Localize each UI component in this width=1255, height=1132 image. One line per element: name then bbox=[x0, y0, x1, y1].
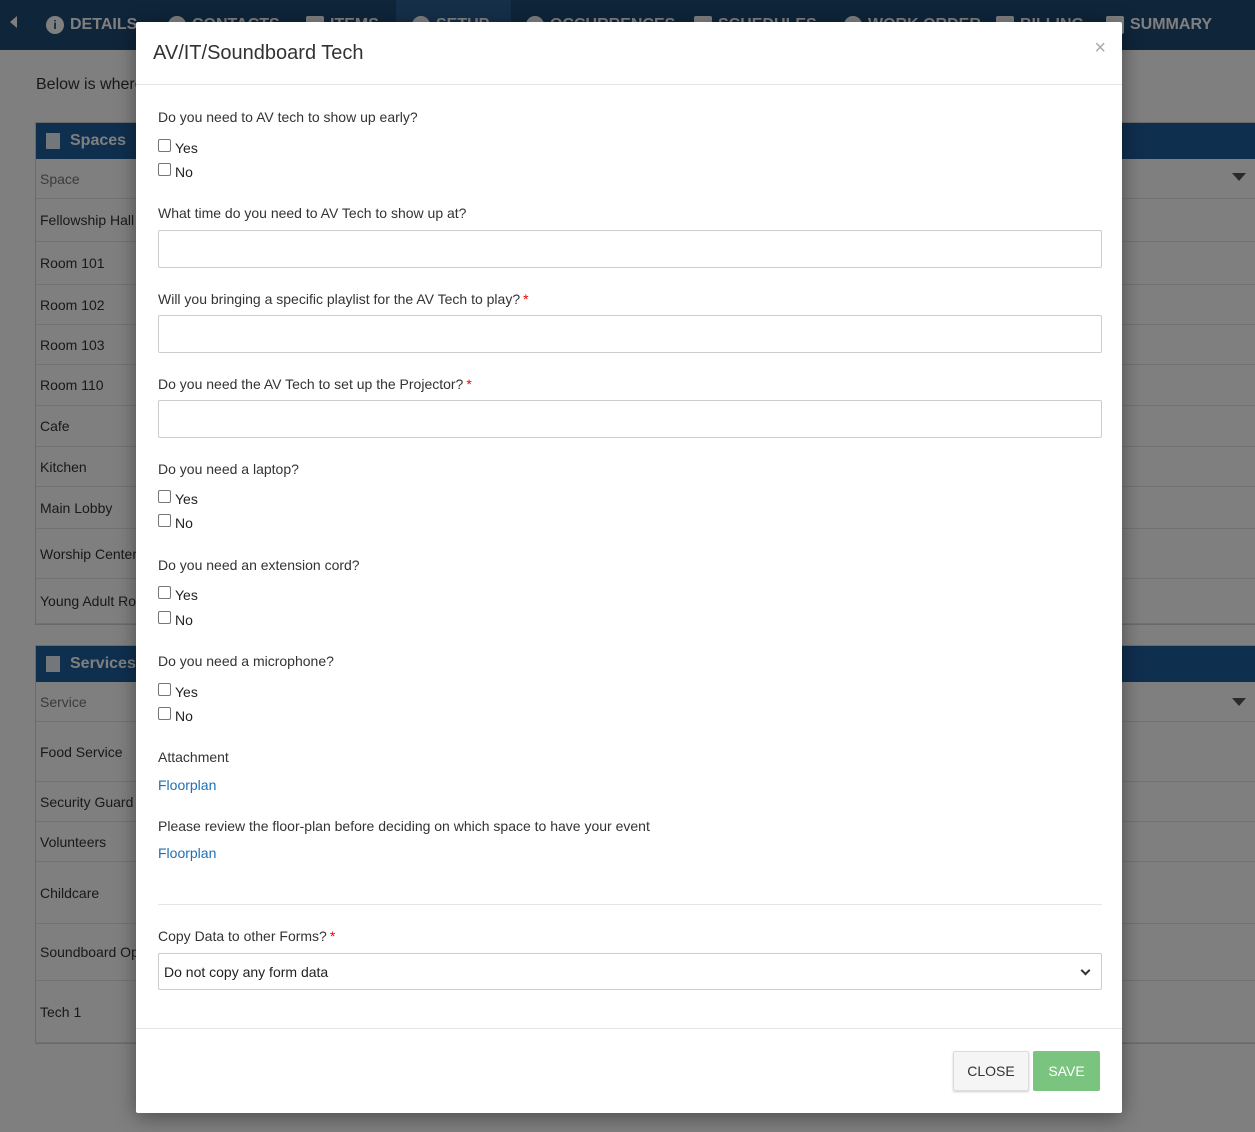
divider bbox=[158, 904, 1102, 905]
extension-yes-checkbox[interactable] bbox=[158, 586, 171, 599]
close-button[interactable]: CLOSE bbox=[953, 1051, 1029, 1091]
extension-yes-option[interactable]: Yes bbox=[158, 587, 198, 603]
question-projector-label: Do you need the AV Tech to set up the Projector? * bbox=[158, 376, 472, 392]
modal-title: AV/IT/Soundboard Tech bbox=[153, 42, 364, 64]
early-yes-option[interactable]: Yes bbox=[158, 140, 198, 156]
microphone-yes-checkbox[interactable] bbox=[158, 683, 171, 696]
copy-data-select[interactable]: Do not copy any form data bbox=[158, 953, 1102, 990]
question-laptop-label: Do you need a laptop? bbox=[158, 461, 299, 477]
laptop-yes-checkbox[interactable] bbox=[158, 490, 171, 503]
early-no-option[interactable]: No bbox=[158, 164, 193, 180]
modal-header bbox=[136, 22, 1122, 85]
review-label: Please review the floor-plan before deciding on which space to have your event bbox=[158, 818, 650, 834]
question-extension-cord-label: Do you need an extension cord? bbox=[158, 557, 360, 573]
modal-footer-divider bbox=[136, 1028, 1122, 1029]
av-tech-modal bbox=[136, 22, 1122, 1113]
question-time-label: What time do you need to AV Tech to show up at? bbox=[158, 205, 467, 221]
question-playlist-label: Will you bringing a specific playlist for the AV Tech to play? * bbox=[158, 291, 529, 307]
laptop-no-option[interactable]: No bbox=[158, 515, 193, 531]
close-icon[interactable]: × bbox=[1094, 37, 1106, 59]
microphone-yes-option[interactable]: Yes bbox=[158, 684, 198, 700]
early-yes-checkbox[interactable] bbox=[158, 139, 171, 152]
floorplan-link[interactable]: Floorplan bbox=[158, 777, 217, 793]
laptop-no-checkbox[interactable] bbox=[158, 514, 171, 527]
arrival-time-input[interactable] bbox=[158, 230, 1102, 268]
question-early-label: Do you need to AV tech to show up early? bbox=[158, 109, 418, 125]
microphone-no-checkbox[interactable] bbox=[158, 707, 171, 720]
laptop-yes-option[interactable]: Yes bbox=[158, 491, 198, 507]
copy-data-label: Copy Data to other Forms? * bbox=[158, 928, 336, 944]
save-button[interactable]: SAVE bbox=[1033, 1051, 1100, 1091]
extension-no-option[interactable]: No bbox=[158, 612, 193, 628]
floorplan-review-link[interactable]: Floorplan bbox=[158, 845, 217, 861]
microphone-no-option[interactable]: No bbox=[158, 708, 193, 724]
chevron-down-icon bbox=[1081, 966, 1091, 976]
attachment-label: Attachment bbox=[158, 749, 229, 765]
early-no-checkbox[interactable] bbox=[158, 163, 171, 176]
playlist-input[interactable] bbox=[158, 315, 1102, 353]
question-microphone-label: Do you need a microphone? bbox=[158, 653, 334, 669]
extension-no-checkbox[interactable] bbox=[158, 611, 171, 624]
projector-input[interactable] bbox=[158, 400, 1102, 438]
